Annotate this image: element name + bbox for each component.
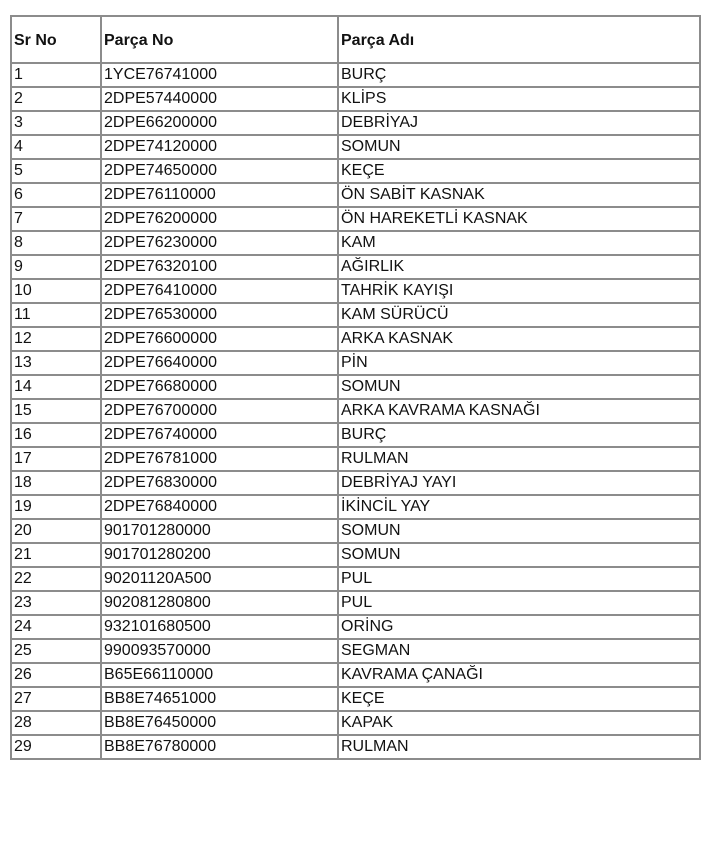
cell-sr-no: 13 [11, 351, 101, 375]
cell-part-no: 2DPE74650000 [101, 159, 338, 183]
cell-sr-no: 28 [11, 711, 101, 735]
cell-part-no: 2DPE76830000 [101, 471, 338, 495]
table-row [11, 543, 700, 567]
cell-part-no: 2DPE57440000 [101, 87, 338, 111]
cell-part-no: 2DPE76230000 [101, 231, 338, 255]
cell-part-no: 2DPE76110000 [101, 183, 338, 207]
cell-part-name: BURÇ [338, 423, 700, 447]
table-row [11, 663, 700, 687]
cell-part-name: ARKA KASNAK [338, 327, 700, 351]
cell-part-name: PUL [338, 591, 700, 615]
cell-part-no: 2DPE74120000 [101, 135, 338, 159]
table-row [11, 87, 700, 111]
cell-part-no: 901701280200 [101, 543, 338, 567]
table-row [11, 111, 700, 135]
cell-part-no: 2DPE76840000 [101, 495, 338, 519]
cell-sr-no: 10 [11, 279, 101, 303]
cell-part-name: SOMUN [338, 543, 700, 567]
cell-part-no: 2DPE76680000 [101, 375, 338, 399]
table-row [11, 711, 700, 735]
cell-part-name: BURÇ [338, 63, 700, 87]
cell-part-name: PUL [338, 567, 700, 591]
table-row [11, 447, 700, 471]
cell-part-name: DEBRİYAJ [338, 111, 700, 135]
cell-part-name: KAPAK [338, 711, 700, 735]
cell-sr-no: 16 [11, 423, 101, 447]
cell-sr-no: 23 [11, 591, 101, 615]
cell-part-no: 1YCE76741000 [101, 63, 338, 87]
cell-sr-no: 2 [11, 87, 101, 111]
cell-part-name: KLİPS [338, 87, 700, 111]
cell-part-name: TAHRİK KAYIŞI [338, 279, 700, 303]
cell-sr-no: 9 [11, 255, 101, 279]
cell-part-no: BB8E74651000 [101, 687, 338, 711]
cell-sr-no: 15 [11, 399, 101, 423]
cell-part-name: DEBRİYAJ YAYI [338, 471, 700, 495]
cell-part-no: 901701280000 [101, 519, 338, 543]
cell-part-name: KEÇE [338, 159, 700, 183]
cell-part-no: 2DPE76781000 [101, 447, 338, 471]
cell-part-name: PİN [338, 351, 700, 375]
table-row [11, 591, 700, 615]
cell-part-name: AĞIRLIK [338, 255, 700, 279]
cell-sr-no: 8 [11, 231, 101, 255]
table-row [11, 471, 700, 495]
table-row [11, 279, 700, 303]
table-row [11, 159, 700, 183]
cell-part-name: İKİNCİL YAY [338, 495, 700, 519]
cell-part-no: 2DPE76700000 [101, 399, 338, 423]
cell-part-name: ÖN HAREKETLİ KASNAK [338, 207, 700, 231]
cell-part-no: 2DPE66200000 [101, 111, 338, 135]
cell-sr-no: 24 [11, 615, 101, 639]
cell-part-no: 90201120A500 [101, 567, 338, 591]
cell-sr-no: 6 [11, 183, 101, 207]
cell-part-no: 2DPE76320100 [101, 255, 338, 279]
table-row [11, 399, 700, 423]
cell-part-no: BB8E76780000 [101, 735, 338, 759]
table-row [11, 135, 700, 159]
table-row [11, 351, 700, 375]
table-row [11, 183, 700, 207]
cell-part-name: RULMAN [338, 735, 700, 759]
cell-part-name: SEGMAN [338, 639, 700, 663]
cell-sr-no: 29 [11, 735, 101, 759]
cell-sr-no: 19 [11, 495, 101, 519]
cell-sr-no: 14 [11, 375, 101, 399]
header-part-name: Parça Adı [338, 16, 700, 63]
table-row [11, 423, 700, 447]
cell-part-name: SOMUN [338, 519, 700, 543]
cell-sr-no: 22 [11, 567, 101, 591]
table-row [11, 735, 700, 759]
cell-part-no: B65E66110000 [101, 663, 338, 687]
cell-part-name: SOMUN [338, 375, 700, 399]
cell-part-no: 2DPE76410000 [101, 279, 338, 303]
cell-part-no: 2DPE76740000 [101, 423, 338, 447]
table-row [11, 63, 700, 87]
cell-part-name: ÖN SABİT KASNAK [338, 183, 700, 207]
table-row [11, 375, 700, 399]
table-row [11, 519, 700, 543]
table-row [11, 231, 700, 255]
cell-sr-no: 3 [11, 111, 101, 135]
cell-sr-no: 7 [11, 207, 101, 231]
table-row [11, 327, 700, 351]
cell-sr-no: 26 [11, 663, 101, 687]
cell-part-name: SOMUN [338, 135, 700, 159]
cell-part-no: 2DPE76640000 [101, 351, 338, 375]
header-part-no: Parça No [101, 16, 338, 63]
cell-part-name: KEÇE [338, 687, 700, 711]
table-row [11, 303, 700, 327]
cell-sr-no: 18 [11, 471, 101, 495]
table-row [11, 255, 700, 279]
table-row [11, 687, 700, 711]
header-row [11, 16, 700, 63]
cell-part-no: 990093570000 [101, 639, 338, 663]
cell-sr-no: 25 [11, 639, 101, 663]
table-row [11, 639, 700, 663]
cell-part-no: 2DPE76200000 [101, 207, 338, 231]
cell-sr-no: 5 [11, 159, 101, 183]
parts-table [10, 15, 701, 760]
table-body [11, 63, 700, 759]
cell-part-no: BB8E76450000 [101, 711, 338, 735]
cell-sr-no: 11 [11, 303, 101, 327]
table-row [11, 207, 700, 231]
cell-sr-no: 27 [11, 687, 101, 711]
cell-sr-no: 17 [11, 447, 101, 471]
cell-part-name: KAM SÜRÜCÜ [338, 303, 700, 327]
cell-part-name: KAM [338, 231, 700, 255]
cell-part-no: 902081280800 [101, 591, 338, 615]
cell-sr-no: 4 [11, 135, 101, 159]
table-row [11, 615, 700, 639]
cell-part-no: 2DPE76600000 [101, 327, 338, 351]
cell-part-no: 2DPE76530000 [101, 303, 338, 327]
header-sr-no: Sr No [11, 16, 101, 63]
table-header [11, 16, 700, 63]
table-row [11, 495, 700, 519]
cell-sr-no: 21 [11, 543, 101, 567]
cell-part-name: ORİNG [338, 615, 700, 639]
cell-part-name: KAVRAMA ÇANAĞI [338, 663, 700, 687]
cell-part-name: ARKA KAVRAMA KASNAĞI [338, 399, 700, 423]
table-row [11, 567, 700, 591]
cell-sr-no: 20 [11, 519, 101, 543]
cell-sr-no: 12 [11, 327, 101, 351]
cell-part-no: 932101680500 [101, 615, 338, 639]
cell-sr-no: 1 [11, 63, 101, 87]
cell-part-name: RULMAN [338, 447, 700, 471]
